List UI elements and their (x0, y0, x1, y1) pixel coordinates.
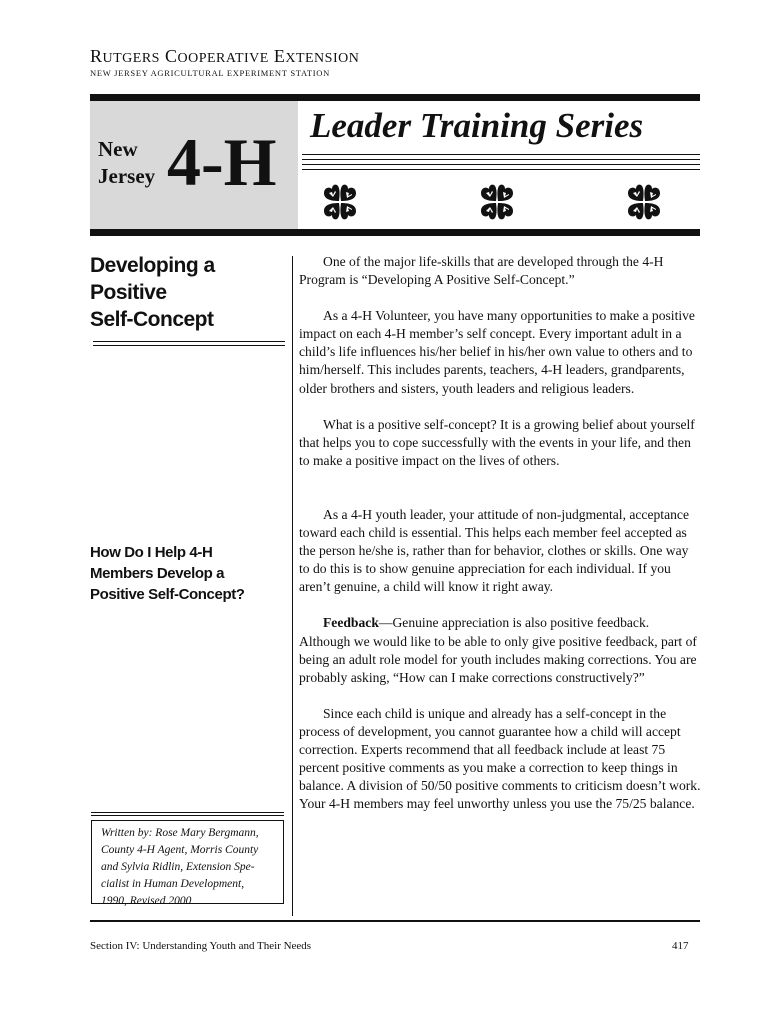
paragraph: Since each child is unique and already has a self-concept in the process of development, you cannot guarantee how a child will accept correction. Experts recommend that all feedback include at least 75 percent positive comments as you make a correction to keep things in balance. A division of 50/50 positive comments to criticism doesn’t work. Your 4-H members may feel unworthy unless you use the 75/25 balance. (299, 705, 701, 812)
paragraph: What is a positive self-concept? It is a growing belief about yourself that helps you to cope successfully with the events in your life, and then to make a positive impact on the lives of others. (299, 416, 695, 468)
station-name: NEW JERSEY AGRICULTURAL EXPERIMENT STATION (90, 68, 330, 78)
four-leaf-clover-icon (624, 182, 664, 222)
author-credit: Written by: Rose Mary Bergmann, County 4-H Agent, Morris County and Sylvia Ridlin, Extension Spe- cialist in Human Development, 1990, Revised 2000 (91, 820, 284, 904)
organization-name: RUTGERS COOPERATIVE EXTENSION (90, 46, 360, 66)
series-title: Leader Training Series (310, 106, 644, 145)
feedback-term: Feedback (323, 615, 379, 631)
four-h-logo-text: 4-H (167, 124, 277, 200)
four-leaf-clover-icon (320, 182, 360, 222)
jersey-label: Jersey (98, 164, 156, 188)
paragraph: As a 4-H youth leader, your attitude of non-judgmental, acceptance toward each child is essential. This helps each member feel accepted as the person he/she is, rather than for behavior, clothes or skills. One way to do this is to show genuine appreciation for each individual. If you aren’t genuine, a child will know it right away. (299, 506, 689, 595)
paragraph: Feedback—Genuine appreciation is also positive feedback. Although we would like to be able to only give positive feedback, part of being an adult role model for youth includes making corrections. You are probably asking, “How can I make corrections constructively?” (299, 615, 697, 685)
banner-line-1 (302, 154, 700, 155)
footer-rule (90, 920, 700, 922)
banner-line-4 (302, 169, 700, 170)
footer-section: Section IV: Understanding Youth and Their Needs (90, 940, 312, 952)
bottom-rule (90, 229, 700, 236)
page-number: 417 (672, 940, 689, 952)
paragraph: As a 4-H Volunteer, you have many opportunities to make a positive impact on each 4-H member’s self concept. Every important adult in a child’s life influences his/her belief in his/her own value to others and to him/herself. This includes parents, teachers, 4-H leaders, grandparents, older brothers and sisters, youth leaders and religious leaders. (299, 308, 695, 396)
author-rule-2 (91, 815, 284, 816)
body-text (299, 253, 701, 813)
paragraph: One of the major life-skills that are developed through the 4-H Program is “Developing A Positive Self-Concept.” (299, 254, 664, 288)
title-underline-1 (93, 341, 285, 342)
four-leaf-clover-icon (477, 182, 517, 222)
author-rule-1 (91, 812, 284, 813)
column-divider (292, 256, 293, 916)
title-underline-2 (93, 345, 285, 346)
section-subhead: How Do I Help 4-H Members Develop a Positive Self-Concept? (90, 544, 245, 603)
banner-line-2 (302, 159, 700, 160)
page-title: Developing a Positive Self-Concept (90, 254, 215, 331)
top-rule (90, 94, 700, 101)
banner-line-3 (302, 164, 700, 165)
new-label: New (98, 137, 138, 161)
